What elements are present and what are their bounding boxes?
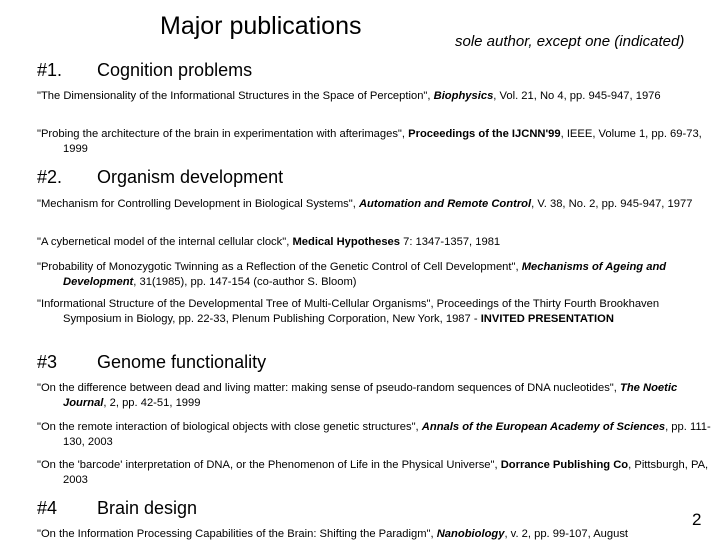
publication-ref: "On the Information Processing Capabilities of the Brain: Shifting the Paradigm", Nanobiology, v. 2, pp. 99-107, August xyxy=(37,528,629,540)
section-title: Cognition problems xyxy=(97,60,253,80)
publication-ref: "Probing the architecture of the brain in experimentation with afterimages", Proceedings of the IJCNN'99, IEEE, Volume 1, pp. 69-73, 1999 xyxy=(37,128,702,155)
publication-ref: "The Dimensionality of the Informational Structures in the Space of Perception", Biophysics, Vol. 21, No 4, pp. 945-947, 1976 xyxy=(37,90,661,102)
page-title: Major publications xyxy=(160,12,362,40)
section-number: #2. xyxy=(37,167,63,187)
section-heading xyxy=(37,167,283,188)
publication-ref: "On the remote interaction of biological objects with close genetic structures", Annals of the European Academy of Sciences, pp. 111-130, 2003 xyxy=(37,421,711,448)
section-title: Brain design xyxy=(97,498,198,518)
section-title: Genome functionality xyxy=(97,352,267,372)
authorship-note: sole author, except one (indicated) xyxy=(455,33,685,50)
section-title: Organism development xyxy=(97,167,284,187)
publication-ref: "On the difference between dead and living matter: making sense of pseudo-random sequences of DNA nucleotides", The Noetic Journal, 2, pp. 42-51, 1999 xyxy=(37,382,678,409)
publication-ref: "On the 'barcode' interpretation of DNA, or the Phenomenon of Life in the Physical Universe", Dorrance Publishing Co, Pittsburgh, PA, 2003 xyxy=(37,459,709,486)
section-number: #4 xyxy=(37,498,58,518)
publication-ref: "Informational Structure of the Developmental Tree of Multi-Cellular Organisms", Proceedings of the Thirty Fourth Brookhaven Symposium in Biology, pp. 22-33, Plenum Publishing Corporation, New York, 1987 - INVITED PRESENTATION xyxy=(37,298,660,325)
section-number: #1. xyxy=(37,60,63,80)
publication-ref: "Probability of Monozygotic Twinning as a Reflection of the Genetic Control of Cell Development", Mechanisms of Ageing and Development, 31(1985), pp. 147-154 (co-author S. Bloom) xyxy=(37,261,667,288)
publication-ref: "Mechanism for Controlling Development in Biological Systems", Automation and Remote Control, V. 38, No. 2, pp. 945-947, 1977 xyxy=(37,198,693,210)
section-heading xyxy=(37,498,197,519)
publication-ref: "A cybernetical model of the internal cellular clock", Medical Hypotheses 7: 1347-1357, 1981 xyxy=(37,236,501,248)
page-number: 2 xyxy=(692,510,702,529)
section-heading xyxy=(37,352,266,373)
section-number: #3 xyxy=(37,352,58,372)
section-heading xyxy=(37,60,252,81)
